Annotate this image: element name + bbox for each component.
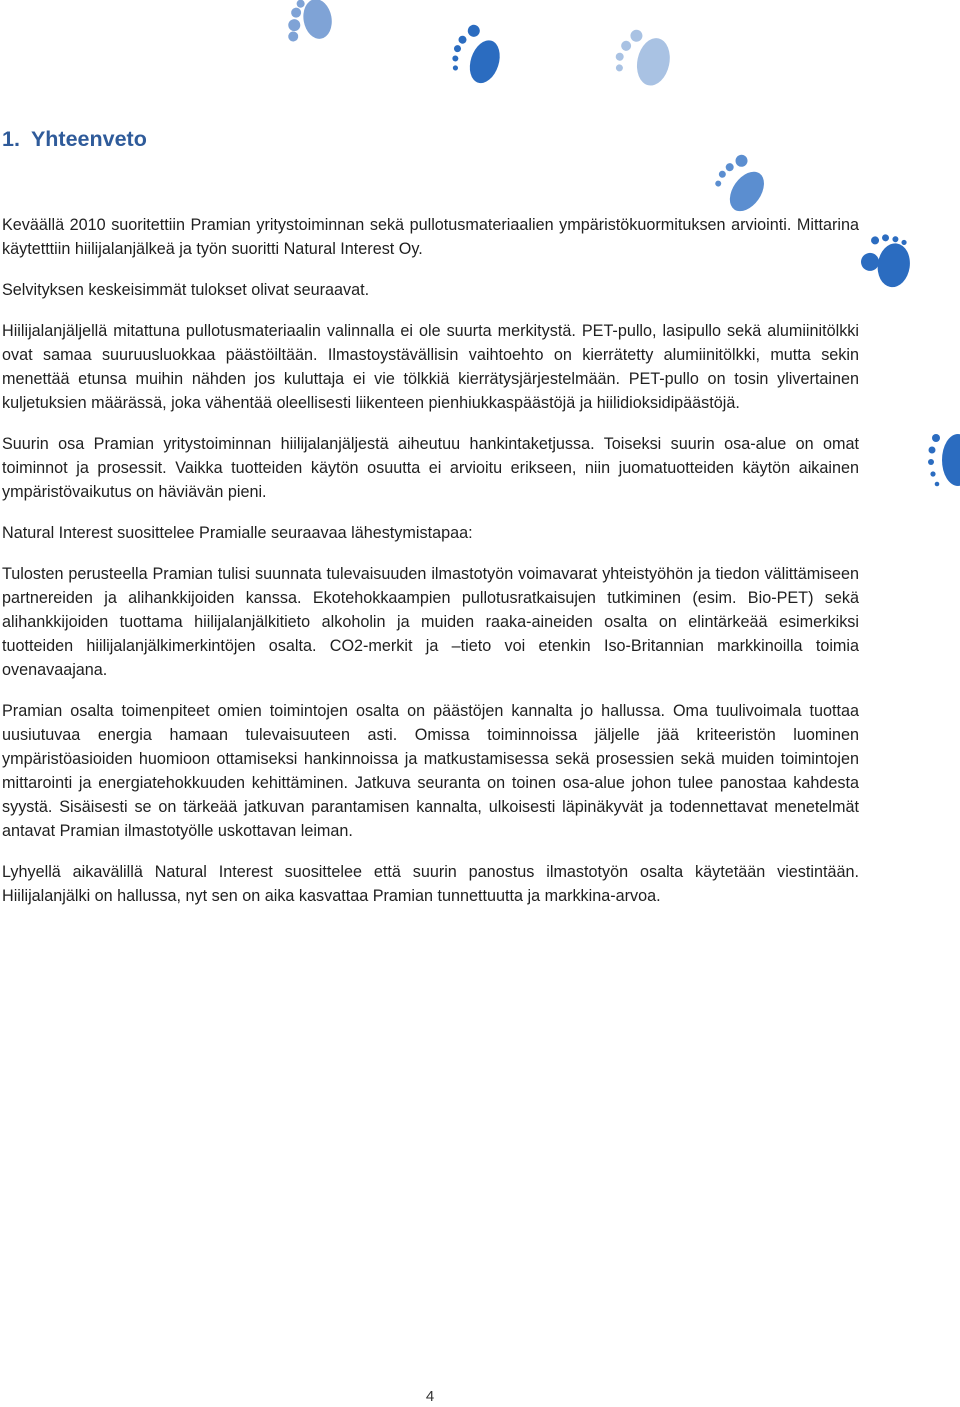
footprint-icon (852, 234, 918, 292)
document-body (2, 213, 859, 925)
section-heading (2, 127, 147, 152)
paragraph: Keväällä 2010 suoritettiin Pramian yritystoiminnan sekä pullotusmateriaalien ympäristökuormituksen arviointi. Mittarina käytetttiin hiilijalanjälkeä ja työn suoritti Natural Interest Oy. (2, 216, 859, 258)
footprint-icon (926, 428, 960, 494)
paragraph: Lyhyellä aikavälillä Natural Interest suosittelee että suurin panostus ilmastotyön osalta käytetään viestintään. Hiilijalanjälki on hallussa, nyt sen on aika kasvattaa Pramian tunnettuutta ja markkina-arvoa. (2, 863, 859, 905)
footprint-icon (282, 0, 342, 44)
footprint-icon (612, 28, 678, 88)
footprint-icon (450, 26, 510, 88)
paragraph: Selvityksen keskeisimmät tulokset olivat seuraavat. (2, 281, 370, 299)
paragraph: Hiilijalanjäljellä mitattuna pullotusmateriaalin valinnalla ei ole suurta merkitystä. PET-pullo, lasipullo sekä alumiinitölkki ovat samaa suuruusluokkaa päästöiltään. Ilmastoystävällisin vaihtoehto on kierrätetty alumiinitölkki, mutta sekin menettää etunsa muihin nähden jos kuluttaja ei vie tölkkiä kierrätysjärjestelmään. PET-pullo on tosin ylivertainen kuljetuksien määrässä, joka vähentää oleellisesti liikenteen pienhiukkaspäästöjä ja hiilidioksidipäästöjä. (2, 322, 859, 412)
paragraph: Tulosten perusteella Pramian tulisi suunnata tulevaisuuden ilmastotyön voimavarat yhteistyöhön ja tiedon välittämiseen partnereiden ja alihankkijoiden kanssa. Ekotehokkaampien pullotusratkaisujen tutkiminen (esim. Bio-PET) sekä alihankkijoiden tuottama hiilijalanjälkitieto alkoholin ja muiden raaka-aineiden osalta on elintärkeää esimerkiksi tuotteiden hiilijalanjälkimerkintöjen osalta. CO2-merkit ja –tieto voi etenkin Iso-Britannian markkinoilla toimia ovenavaajana. (2, 565, 859, 679)
section-title: Yhteenveto (30, 127, 147, 151)
footprint-icon (712, 158, 772, 218)
paragraph: Suurin osa Pramian yritystoiminnan hiilijalanjäljestä aiheutuu hankintaketjussa. Toiseksi suurin osa-alue on omat toiminnot ja prosessit. Vaikka tuotteiden käytön osuutta ei arvioitu erikseen, niin juomatuotteiden käytön aikainen ympäristövaikutus on häviävän pieni. (2, 435, 859, 501)
paragraph: Pramian osalta toimenpiteet omien toimintojen osalta on päästöjen kannalta jo hallussa. Oma tuulivoimala tuottaa uusiutuvaa energia hamaan tulevaisuuteen asti. Omissa toiminnoissa jäljelle jää kriteeristön luominen ympäristöasioiden huomioon ottamiseksi hankinnoissa ja matkustamisessa sekä prosessien sekä muiden toimintojen mittarointi ja energiatehokkuuden kehittäminen. Jatkuva seuranta on toinen osa-alue johon tulee panostaa kahdesta syystä. Sisäisesti se on tärkeää jatkuvan parantamisen kannalta, ulkoisesti läpinäkyvät ja todennettavat menetelmät antavat Pramian ilmastotyölle uskottavan leiman. (2, 702, 859, 840)
page-number: 4 (425, 1388, 435, 1405)
section-number: 1. (2, 127, 20, 151)
paragraph: Natural Interest suosittelee Pramialle seuraavaa lähestymistapaa: (2, 524, 473, 542)
